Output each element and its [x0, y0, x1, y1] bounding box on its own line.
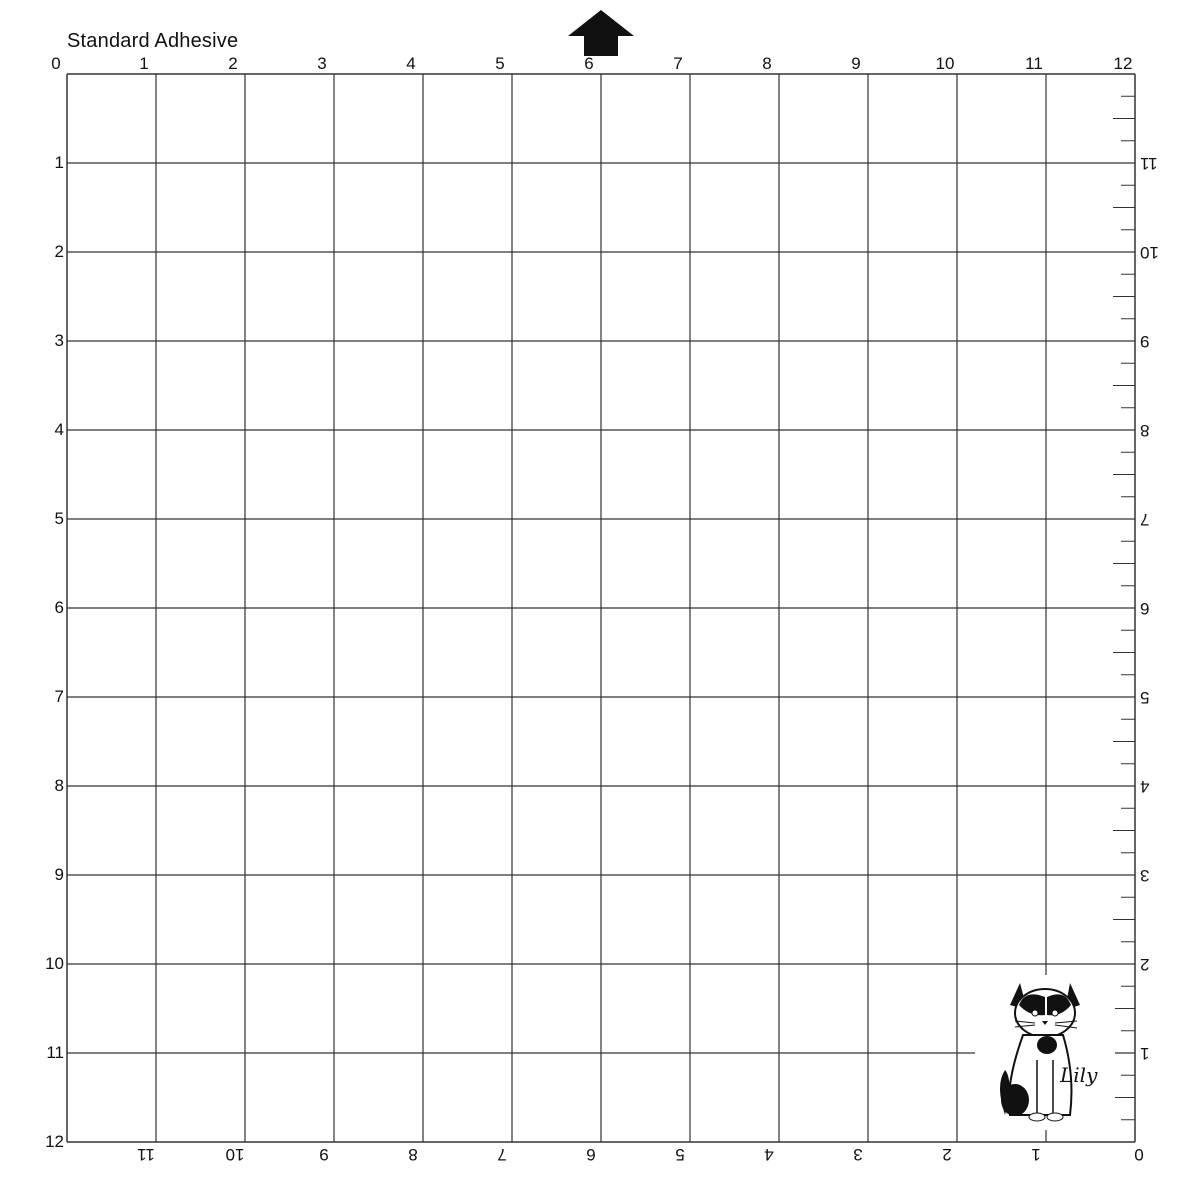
top-ruler-label: 10 — [935, 54, 955, 73]
left-ruler-label: 9 — [54, 865, 64, 884]
top-ruler-label: 7 — [673, 54, 683, 73]
cat-name-label: Lily — [1060, 1063, 1098, 1087]
left-ruler-label: 2 — [54, 242, 64, 261]
bottom-ruler-label: 6 — [586, 1145, 596, 1164]
left-ruler-label: 7 — [54, 687, 64, 706]
bottom-ruler-label: 8 — [408, 1145, 418, 1164]
right-ruler-label: 11 — [1140, 154, 1158, 173]
right-ruler-label: 3 — [1140, 866, 1150, 885]
top-ruler-label: 12 — [1113, 54, 1133, 73]
bottom-ruler-label: 2 — [942, 1145, 952, 1164]
top-ruler-label: 6 — [584, 54, 594, 73]
left-ruler-label: 3 — [54, 331, 64, 350]
bottom-ruler-label: 1 — [1031, 1145, 1041, 1164]
top-ruler-label: 5 — [495, 54, 505, 73]
top-ruler-label: 0 — [51, 54, 61, 73]
right-ruler-label: 7 — [1140, 510, 1150, 529]
bottom-ruler-label: 11 — [137, 1145, 155, 1164]
left-ruler-label: 11 — [46, 1043, 64, 1062]
top-ruler-label: 11 — [1025, 54, 1043, 73]
left-ruler-label: 5 — [54, 509, 64, 528]
right-ruler-label: 8 — [1140, 421, 1150, 440]
left-ruler-label: 12 — [45, 1132, 64, 1151]
left-ruler-label: 4 — [54, 420, 64, 439]
right-ruler-label: 4 — [1140, 777, 1150, 796]
bottom-ruler-label: 7 — [497, 1145, 507, 1164]
left-ruler-label: 10 — [45, 954, 64, 973]
right-ruler-label: 1 — [1140, 1044, 1150, 1063]
top-ruler-label: 8 — [762, 54, 772, 73]
left-ruler-label: 1 — [54, 153, 64, 172]
left-ruler-label: 8 — [54, 776, 64, 795]
top-ruler-label: 2 — [228, 54, 238, 73]
bottom-ruler-label: 5 — [675, 1145, 685, 1164]
top-ruler-label: 4 — [406, 54, 416, 73]
bottom-ruler-label: 0 — [1134, 1145, 1144, 1164]
right-ruler-label: 10 — [1140, 243, 1159, 262]
right-ruler-label: 9 — [1140, 332, 1150, 351]
right-ruler-label: 5 — [1140, 688, 1150, 707]
bottom-ruler-label: 10 — [225, 1145, 245, 1164]
cat-icon — [975, 975, 1115, 1130]
bottom-ruler-label: 9 — [319, 1145, 329, 1164]
top-ruler-label: 3 — [317, 54, 327, 73]
left-ruler-label: 6 — [54, 598, 64, 617]
top-ruler-label: 1 — [139, 54, 149, 73]
right-ruler-label: 2 — [1140, 955, 1150, 974]
top-ruler-label: 9 — [851, 54, 861, 73]
right-ruler-label: 6 — [1140, 599, 1150, 618]
bottom-ruler-label: 4 — [764, 1145, 774, 1164]
bottom-ruler-label: 3 — [853, 1145, 863, 1164]
mat-title: Standard Adhesive — [67, 30, 239, 52]
